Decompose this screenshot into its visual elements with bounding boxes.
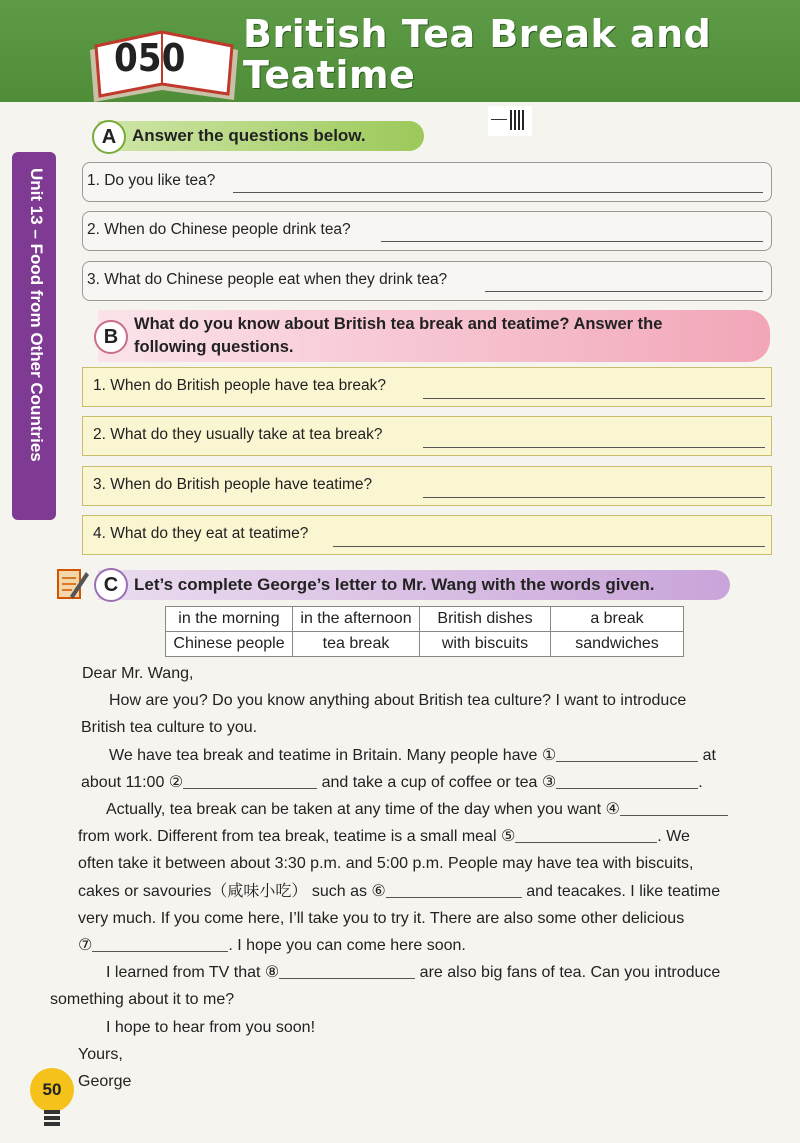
letter-greeting: Dear Mr. Wang, [82, 665, 194, 682]
letter-paragraph-1 [78, 687, 774, 741]
letter-paragraph-2 [78, 742, 774, 796]
letter-text: . I hope you can come here soon. [228, 937, 466, 955]
answer-line[interactable] [423, 447, 765, 448]
letter-text: something about it to me? [50, 991, 235, 1009]
letter-body [50, 660, 774, 1095]
section-a-badge: A [92, 120, 126, 154]
word-cell: in the morning [166, 607, 293, 632]
question-text: 2. What do they usually take at tea break? [93, 426, 383, 443]
section-c-banner [98, 570, 730, 600]
word-cell: sandwiches [551, 632, 684, 657]
pencil-paper-icon [56, 566, 90, 602]
question-text: 4. What do they eat at teatime? [93, 525, 309, 542]
section-a-instruction: Answer the questions below. [132, 126, 366, 145]
letter-text: . [698, 773, 703, 791]
answer-line[interactable] [423, 398, 765, 399]
section-b-instruction-line-1: What do you know about British tea break and teatime? Answer the [134, 315, 663, 333]
question-b1 [82, 367, 772, 407]
letter-paragraph-5: I hope to hear from you soon! [106, 1018, 316, 1036]
section-b-badge: B [94, 320, 128, 354]
answer-line[interactable] [381, 241, 763, 242]
letter-paragraph-3 [78, 796, 774, 959]
letter-text: British tea culture to you. [81, 719, 258, 737]
word-cell: British dishes [420, 607, 551, 632]
question-text: 3. When do British people have teatime? [93, 476, 373, 493]
question-text: 1. Do you like tea? [87, 172, 216, 189]
question-text: 3. What do Chinese people eat when they drink tea? [87, 271, 448, 288]
letter-signature: George [78, 1073, 132, 1091]
letter-text: . We [657, 828, 690, 846]
answer-line[interactable] [233, 192, 763, 193]
letter-closing: Yours, [78, 1045, 123, 1063]
word-cell: a break [551, 607, 684, 632]
word-cell: Chinese people [166, 632, 293, 657]
letter-text: often take it between about 3:30 p.m. and 5:00 p.m. People may have tea with biscuits, [78, 855, 694, 873]
letter-paragraph-4 [50, 959, 774, 1013]
letter-text: cakes or savouries（咸味小吃） such as ⑥ [78, 882, 386, 900]
letter-text: ⑦ [78, 937, 93, 955]
blank-3[interactable] [556, 772, 698, 789]
blank-1[interactable] [556, 745, 698, 762]
letter-text: and take a cup of coffee or tea ③ [317, 773, 557, 791]
section-a-banner [98, 121, 424, 151]
question-a1 [82, 162, 772, 202]
blank-6[interactable] [386, 881, 522, 898]
lightbulb-base-icon [44, 1110, 60, 1114]
page-number: 50 [30, 1068, 74, 1112]
word-cell: in the afternoon [293, 607, 420, 632]
letter-text: I learned from TV that ⑧ [106, 964, 280, 982]
title-line-1: British Tea Break and [243, 12, 712, 56]
section-c-instruction: Let’s complete George’s letter to Mr. Wang with the words given. [134, 575, 655, 594]
section-b-banner [98, 310, 770, 362]
qr-code-icon[interactable] [488, 106, 532, 136]
question-a3 [82, 261, 772, 301]
title-line-2: Teatime [243, 53, 416, 97]
letter-text: We have tea break and teatime in Britain. Many people have ① [109, 746, 557, 764]
blank-7[interactable] [92, 935, 228, 952]
letter-text: Actually, tea break can be taken at any time of the day when you want ④ [106, 801, 620, 819]
letter-text: about 11:00 ② [81, 773, 184, 791]
letter-text: very much. If you come here, I’ll take you to try it. There are also some other delicious [78, 909, 685, 927]
word-box-row [166, 632, 684, 657]
question-b4 [82, 515, 772, 555]
blank-2[interactable] [183, 772, 317, 789]
blank-4[interactable] [620, 799, 728, 816]
letter-text: from work. Different from tea break, teatime is a small meal ⑤ [78, 828, 516, 846]
unit-side-tab-label: Unit 13 – Food from Other Countries [27, 168, 46, 462]
word-box-row [166, 607, 684, 632]
question-b2 [82, 416, 772, 456]
word-cell: with biscuits [420, 632, 551, 657]
question-a2 [82, 211, 772, 251]
blank-5[interactable] [515, 826, 657, 843]
question-text: 2. When do Chinese people drink tea? [87, 221, 351, 238]
blank-8[interactable] [279, 962, 415, 979]
answer-line[interactable] [423, 497, 765, 498]
word-box [165, 606, 684, 657]
page-title [243, 14, 783, 96]
section-c-badge: C [94, 568, 128, 602]
letter-text: How are you? Do you know anything about British tea culture? I want to introduce [109, 692, 687, 710]
section-b-instruction-line-2: following questions. [134, 338, 294, 356]
question-text: 1. When do British people have tea break? [93, 377, 386, 394]
letter-text: and teacakes. I like teatime [521, 882, 721, 900]
section-b-instruction [134, 313, 662, 359]
word-cell: tea break [293, 632, 420, 657]
lesson-number: 050 [114, 36, 186, 80]
question-b3 [82, 466, 772, 506]
letter-text: are also big fans of tea. Can you introduce [415, 964, 721, 982]
answer-line[interactable] [333, 546, 765, 547]
answer-line[interactable] [485, 291, 763, 292]
letter-text: at [698, 746, 716, 764]
